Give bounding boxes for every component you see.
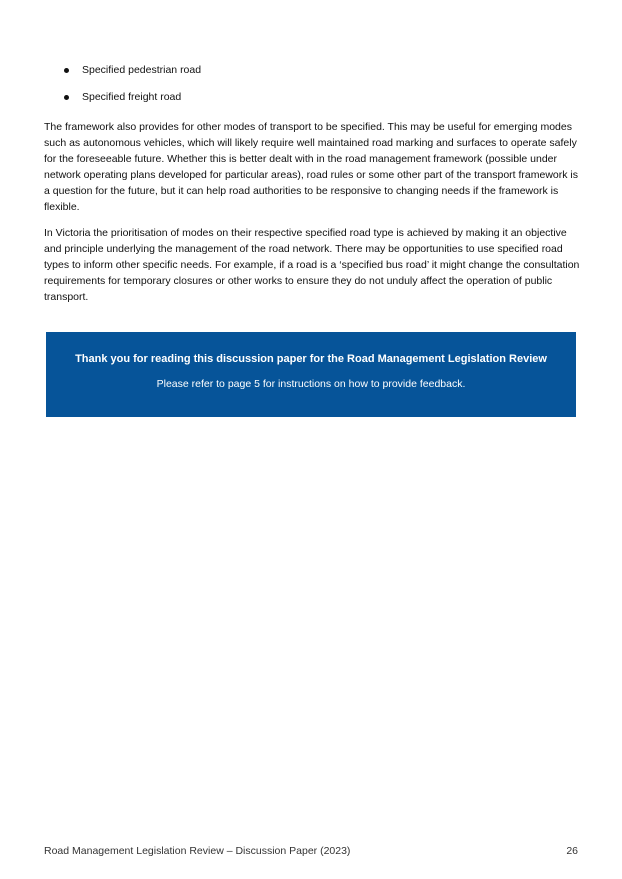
bullet-icon	[64, 95, 69, 100]
list-item-text: Specified freight road	[82, 91, 182, 103]
callout-title: Thank you for reading this discussion paper for the Road Management Legislation Review	[75, 353, 547, 365]
list-item	[44, 90, 578, 104]
paragraph-other-modes: The framework also provides for other modes of transport to be specified. This may be useful for emerging modes such as autonomous vehicles, which will likely require well maintained road marking and surfaces to operate safely for the foreseeable future. Whether this is better dealt with in the road management framework (possible under network operating plans developed for particular areas), road rules or some other part of the transport framework is a question for the future, but it can help road authorities to be responsive to changing needs if the framework is flexible.	[44, 121, 579, 213]
thank-you-callout	[46, 332, 576, 417]
list-item	[44, 63, 578, 77]
list-item-text: Specified pedestrian road	[82, 64, 202, 76]
bullet-icon	[64, 68, 69, 73]
paragraph-victoria-prioritisation: In Victoria the prioritisation of modes on their respective specified road type is achieved by making it an objective and principle underlying the management of the road network. There may be opportunities to use specified road types to inform other specific needs. For example, if a road is a ‘specified bus road’ it might change the consultation requirements for temporary closures or other works to ensure they do not unduly affect the operation of public transport.	[44, 227, 580, 303]
callout-text: Please refer to page 5 for instructions on how to provide feedback.	[156, 378, 466, 390]
page-number: 26	[566, 845, 578, 857]
bullet-list	[44, 63, 578, 117]
footer-title: Road Management Legislation Review – Discussion Paper (2023)	[44, 845, 351, 857]
